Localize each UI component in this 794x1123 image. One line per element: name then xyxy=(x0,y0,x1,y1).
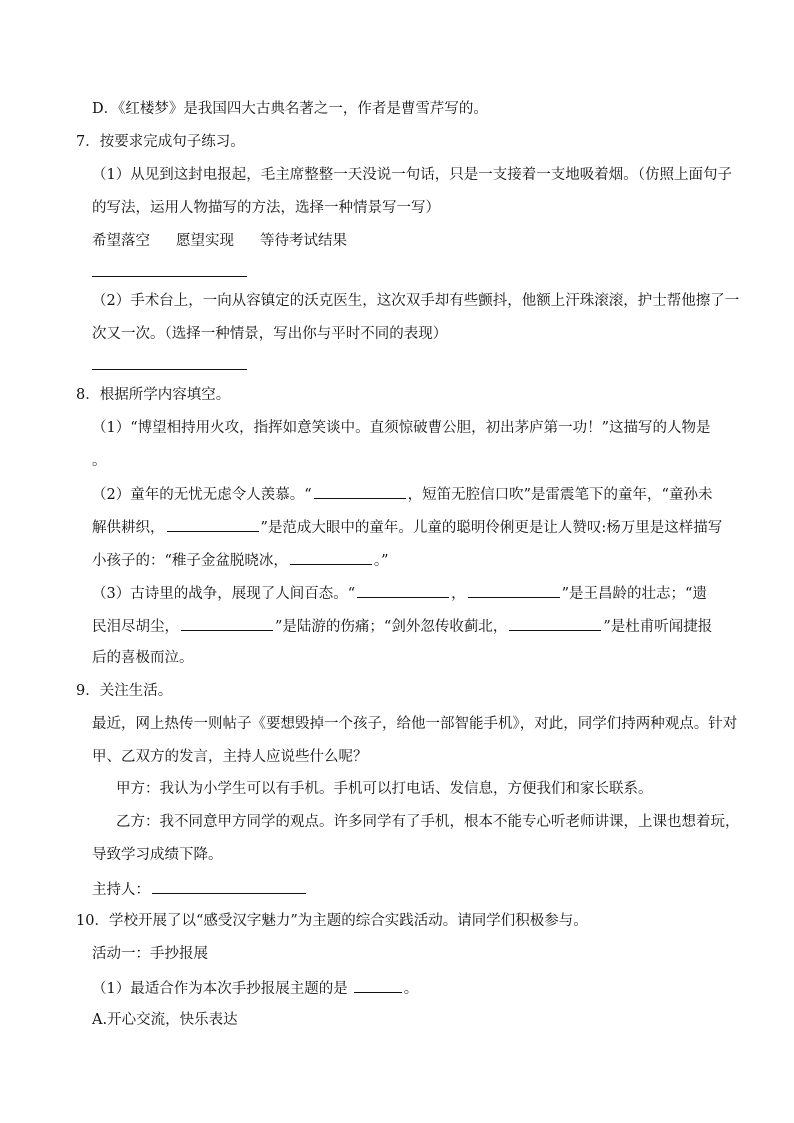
q8-blank-1[interactable] xyxy=(314,484,406,499)
q7-p2-line2: 次又一次。（选择一种情景，写出你与平时不同的表现） xyxy=(92,326,448,342)
q10-title: 10．学校开展了以“感受汉字魅力”为主题的综合实践活动。请同学们积极参与。 xyxy=(76,913,588,929)
q7-p2-line1: （2）手术台上，一向从容镇定的沃克医生，这次双手却有些颤抖，他额上汗珠滚滚，护士帮他擦了一 xyxy=(92,293,740,309)
q8-blank-2[interactable] xyxy=(167,517,259,532)
q8-p3-text-a: （3）古诗里的战争，展现了人间百态。“ xyxy=(92,586,356,602)
q8-p1-line1: （1）“博望相持用火攻，指挥如意笑谈中。直须惊破曹公胆，初出茅庐第一功！”这描写的人物是 xyxy=(92,420,711,436)
q10-p1 xyxy=(92,978,418,998)
q7-answer-line-2[interactable] xyxy=(92,369,247,370)
q9-host-blank[interactable] xyxy=(152,879,306,894)
scenario-1: 希望落空 xyxy=(92,233,150,249)
q9-side-b-line2: 导致学习成绩下降。 xyxy=(92,847,223,863)
q8-p2-text-c: 解供耕织， xyxy=(92,520,165,536)
q8-p2-line3 xyxy=(92,550,389,570)
q8-p3-text-e: ”是陆游的伤痛；“剑外忽传收蓟北， xyxy=(275,619,508,635)
q8-p2-text-f: 。” xyxy=(373,553,389,569)
q8-p3-line2 xyxy=(92,616,712,636)
q8-p2-text-e: 小孩子的：“稚子金盆脱晓冰， xyxy=(92,553,288,569)
q8-blank-6[interactable] xyxy=(181,616,273,631)
q8-p3-text-c: ”是王昌龄的壮志；“遗 xyxy=(561,586,707,602)
q7-answer-line-1[interactable] xyxy=(92,276,247,277)
q9-host xyxy=(92,879,308,899)
q6-option-d: D．《红楼梦》是我国四大古典名著之一，作者是曹雪芹写的。 xyxy=(92,101,488,117)
q9-intro-line1: 最近，网上热传一则帖子《要想毁掉一个孩子，给他一部智能手机》，对此，同学们持两种观点。针对 xyxy=(92,716,738,732)
q10-activity-1: 活动一：手抄报展 xyxy=(92,946,208,962)
q10-p1-blank[interactable] xyxy=(354,978,402,993)
q8-blank-3[interactable] xyxy=(290,550,372,565)
q7-p1-line1: （1）从见到这封电报起，毛主席整整一天没说一句话，只是一支接着一支地吸着烟。（仿照上面句子 xyxy=(92,167,732,183)
q8-p2-text-b: ，短笛无腔信口吹”是雷震笔下的童年，“童孙未 xyxy=(407,487,713,503)
q7-p1-line2: 的写法，运用人物描写的方法，选择一种情景写一写） xyxy=(92,200,440,216)
q9-host-label: 主持人： xyxy=(92,882,150,898)
q10-option-a: A.开心交流，快乐表达 xyxy=(92,1012,238,1028)
q7-scenarios xyxy=(92,232,347,250)
q8-blank-4[interactable] xyxy=(357,583,449,598)
q8-p2-text-a: （2）童年的无忧无虑令人羡慕。“ xyxy=(92,487,312,503)
q9-side-b-line1: 乙方：我不同意甲方同学的观点。许多同学有了手机，根本不能专心听老师讲课，上课也想着玩， xyxy=(116,814,740,830)
scenario-2: 愿望实现 xyxy=(176,233,234,249)
q9-intro-line2: 甲、乙双方的发言，主持人应说些什么呢？ xyxy=(92,749,368,765)
q7-title: 7．按要求完成句子练习。 xyxy=(76,134,245,150)
q8-p2-line1 xyxy=(92,484,712,504)
q8-p3-line1 xyxy=(92,583,707,603)
q10-p1-text: （1）最适合作为本次手抄报展主题的是 xyxy=(92,981,348,997)
q8-p3-line3: 后的喜极而泣。 xyxy=(92,650,194,666)
q9-title: 9．关注生活。 xyxy=(76,683,173,699)
q8-p3-text-d: 民泪尽胡尘， xyxy=(92,619,179,635)
q8-p2-line2 xyxy=(92,517,722,537)
q8-title: 8．根据所学内容填空。 xyxy=(76,387,231,403)
q8-p3-text-b: ， xyxy=(451,586,466,602)
q8-p3-text-f: ”是杜甫听闻捷报 xyxy=(603,619,713,635)
q9-side-a: 甲方：我认为小学生可以有手机。手机可以打电话、发信息，方便我们和家长联系。 xyxy=(116,781,653,797)
q8-blank-5[interactable] xyxy=(468,583,560,598)
q8-p2-text-d: ”是范成大眼中的童年。儿童的聪明伶俐更是让人赞叹:杨万里是这样描写 xyxy=(260,520,723,536)
scenario-3: 等待考试结果 xyxy=(260,233,347,249)
q10-p1-end: 。 xyxy=(403,981,419,997)
q8-blank-7[interactable] xyxy=(509,616,601,631)
q8-p1-line2: 。 xyxy=(92,453,107,469)
